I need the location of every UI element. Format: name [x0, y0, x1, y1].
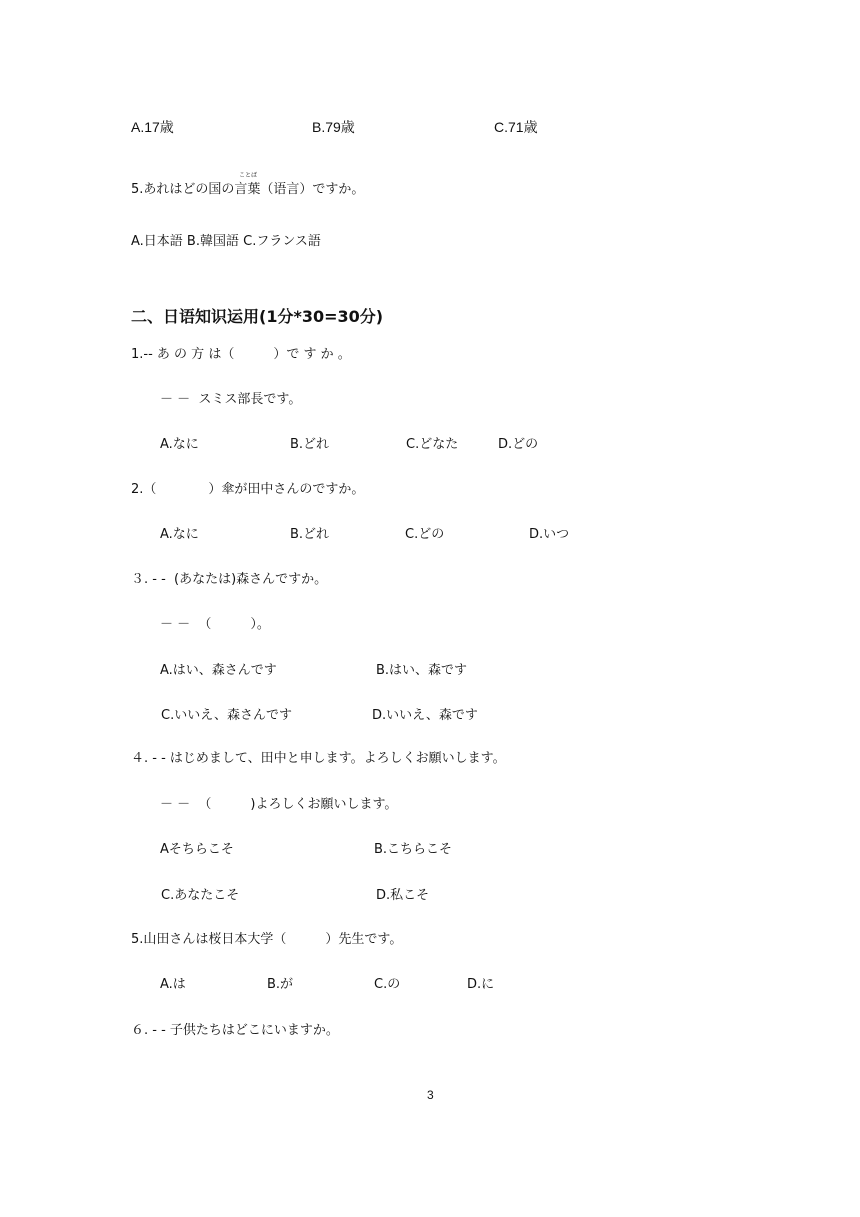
q4-option-a: Aそちらこそ	[160, 842, 234, 857]
q4-option-b: B.79歳	[312, 119, 355, 135]
q1-option-b: B.どれ	[290, 437, 330, 452]
q5b-option-a: A.は	[160, 977, 186, 992]
q5b-option-b: B.が	[267, 977, 294, 992]
q4-option-c: C.あなたこそ	[161, 888, 240, 903]
section2-title: 二、日语知识运用(1分*30=30分)	[131, 307, 384, 326]
q2-option-b: B.どれ	[290, 527, 330, 542]
q3-option-b: B.はい、森です	[376, 663, 468, 678]
q5b-option-c: C.の	[374, 977, 401, 992]
q2-line1: 2.（ ）傘が田中さんのですか。	[131, 482, 365, 497]
q4-option-b: B.こちらこそ	[374, 842, 453, 857]
q5-text-before: 5.あれはどの国の	[131, 182, 235, 197]
q4-line1: ４. - - はじめまして、田中と申します。よろしくお願いします。	[131, 751, 506, 766]
q2-option-c: C.どの	[405, 527, 445, 542]
q1-line2: － － スミス部長です。	[160, 392, 302, 407]
q3-line1: ３. - - (あなたは)森さんですか。	[131, 572, 328, 587]
q6-line1: ６. - - 子供たちはどこにいますか。	[131, 1023, 339, 1038]
q5b-line1: 5.山田さんは桜日本大学（ ）先生です。	[131, 932, 403, 947]
page-number: 3	[427, 1088, 434, 1102]
q5b-option-d: D.に	[467, 977, 495, 992]
q1-line1: 1.-- あ の 方 は（ ）で す か 。	[131, 347, 351, 362]
q2-option-d: D.いつ	[529, 527, 570, 542]
q3-option-a: A.はい、森さんです	[160, 663, 277, 678]
q5-text-ruby-base: 言葉	[234, 182, 261, 197]
q5-ruby: ことば	[239, 172, 258, 179]
q4-option-d: D.私こそ	[376, 888, 430, 903]
q3-option-c: C.いいえ、森さんです	[161, 708, 292, 723]
q1-option-d: D.どの	[498, 437, 539, 452]
q2-option-a: A.なに	[160, 527, 199, 542]
q5-options: A.日本語 B.韓国語 C.フランス語	[131, 234, 321, 249]
q4-option-c: C.71歳	[494, 119, 538, 135]
q5-text-after: （语言）ですか。	[260, 182, 365, 197]
q3-line2: － － （ ）。	[160, 617, 270, 632]
q1-option-a: A.なに	[160, 437, 199, 452]
q4-option-a: A.17歳	[131, 119, 174, 135]
q3-option-d: D.いいえ、森です	[372, 708, 478, 723]
q1-option-c: C.どなた	[406, 437, 459, 452]
q4-line2: － － （ )よろしくお願いします。	[160, 797, 398, 812]
q5-question	[131, 182, 364, 198]
